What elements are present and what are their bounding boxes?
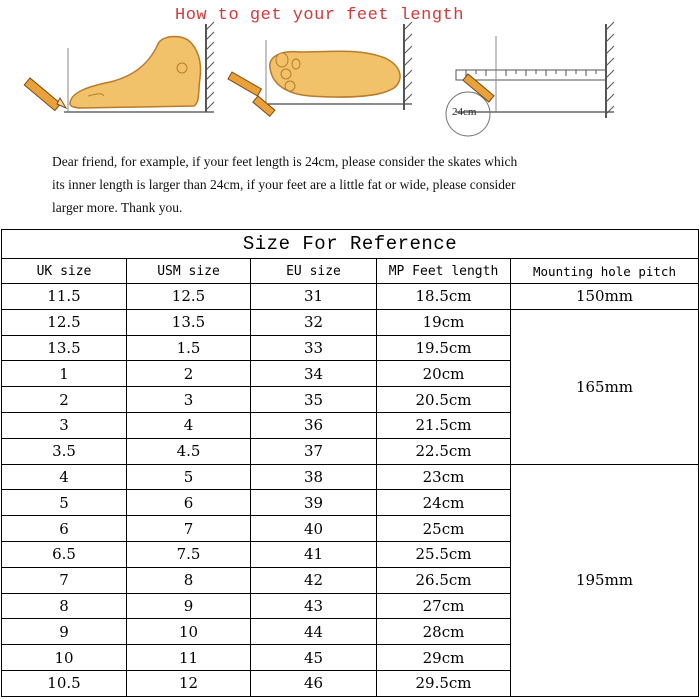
cell-eu: 33 [251, 335, 377, 361]
cell-usm: 12.5 [127, 284, 251, 310]
cell-eu: 34 [251, 361, 377, 387]
header-mounting-pitch: Mounting hole pitch [511, 259, 699, 284]
cell-usm: 1.5 [127, 335, 251, 361]
cell-uk: 2 [2, 387, 127, 413]
cell-eu: 32 [251, 309, 377, 335]
cell-feet-length: 25.5cm [377, 541, 511, 567]
cell-usm: 12 [127, 670, 251, 696]
cell-usm: 4 [127, 412, 251, 438]
note-line: its inner length is larger than 24cm, if your feet are a little fat or wide, please consider [52, 177, 516, 192]
cell-uk: 6 [2, 516, 127, 542]
table-row [2, 309, 699, 335]
cell-eu: 38 [251, 464, 377, 490]
cell-feet-length: 19.5cm [377, 335, 511, 361]
cell-eu: 41 [251, 541, 377, 567]
cell-usm: 13.5 [127, 309, 251, 335]
cell-usm: 9 [127, 593, 251, 619]
cell-uk: 10.5 [2, 670, 127, 696]
cell-usm: 3 [127, 387, 251, 413]
cell-eu: 37 [251, 438, 377, 464]
header-uk-size: UK size [2, 259, 127, 284]
cell-usm: 8 [127, 567, 251, 593]
instruction-banner [0, 0, 699, 228]
cell-feet-length: 26.5cm [377, 567, 511, 593]
note-line: larger more. Thank you. [52, 200, 183, 215]
table-row [2, 464, 699, 490]
cell-eu: 44 [251, 619, 377, 645]
cell-usm: 5 [127, 464, 251, 490]
cell-feet-length: 21.5cm [377, 412, 511, 438]
note-line: Dear friend, for example, if your feet length is 24cm, please consider the skates which [52, 154, 518, 169]
cell-feet-length: 18.5cm [377, 284, 511, 310]
cell-eu: 43 [251, 593, 377, 619]
cell-uk: 1 [2, 361, 127, 387]
cell-eu: 35 [251, 387, 377, 413]
cell-eu: 36 [251, 412, 377, 438]
cell-feet-length: 19cm [377, 309, 511, 335]
cell-uk: 6.5 [2, 541, 127, 567]
cell-usm: 4.5 [127, 438, 251, 464]
cell-usm: 7 [127, 516, 251, 542]
cell-feet-length: 29.5cm [377, 670, 511, 696]
cell-uk: 5 [2, 490, 127, 516]
measure-label: 24cm [452, 106, 477, 118]
cell-eu: 45 [251, 645, 377, 671]
cell-uk: 9 [2, 619, 127, 645]
cell-feet-length: 25cm [377, 516, 511, 542]
cell-usm: 11 [127, 645, 251, 671]
top-foot-icon [266, 22, 412, 110]
cell-uk: 3 [2, 412, 127, 438]
cell-eu: 40 [251, 516, 377, 542]
cell-mounting-pitch: 195mm [511, 464, 699, 696]
cell-mounting-pitch: 165mm [511, 309, 699, 464]
cell-uk: 8 [2, 593, 127, 619]
cell-feet-length: 20cm [377, 361, 511, 387]
cell-usm: 2 [127, 361, 251, 387]
cell-feet-length: 28cm [377, 619, 511, 645]
cell-eu: 31 [251, 284, 377, 310]
cell-uk: 12.5 [2, 309, 127, 335]
cell-eu: 39 [251, 490, 377, 516]
cell-usm: 10 [127, 619, 251, 645]
cell-feet-length: 22.5cm [377, 438, 511, 464]
cell-feet-length: 27cm [377, 593, 511, 619]
cell-feet-length: 29cm [377, 645, 511, 671]
cell-uk: 11.5 [2, 284, 127, 310]
table-title: Size For Reference [2, 230, 699, 259]
pencil-icon [228, 72, 275, 116]
cell-uk: 4 [2, 464, 127, 490]
cell-feet-length: 24cm [377, 490, 511, 516]
header-usm-size: USM size [127, 259, 251, 284]
cell-eu: 46 [251, 670, 377, 696]
pencil-icon [24, 78, 66, 111]
header-eu-size: EU size [251, 259, 377, 284]
instruction-note [52, 150, 672, 219]
cell-feet-length: 23cm [377, 464, 511, 490]
cell-uk: 3.5 [2, 438, 127, 464]
cell-eu: 42 [251, 567, 377, 593]
page-heading: How to get your feet length [175, 6, 464, 25]
cell-uk: 10 [2, 645, 127, 671]
cell-uk: 13.5 [2, 335, 127, 361]
cell-usm: 7.5 [127, 541, 251, 567]
side-foot-icon [64, 22, 214, 112]
cell-uk: 7 [2, 567, 127, 593]
table-row [2, 284, 699, 310]
table-body [2, 284, 699, 697]
cell-usm: 6 [127, 490, 251, 516]
size-reference-table [1, 229, 699, 697]
cell-mounting-pitch: 150mm [511, 284, 699, 310]
cell-feet-length: 20.5cm [377, 387, 511, 413]
header-feet-length: MP Feet length [377, 259, 511, 284]
